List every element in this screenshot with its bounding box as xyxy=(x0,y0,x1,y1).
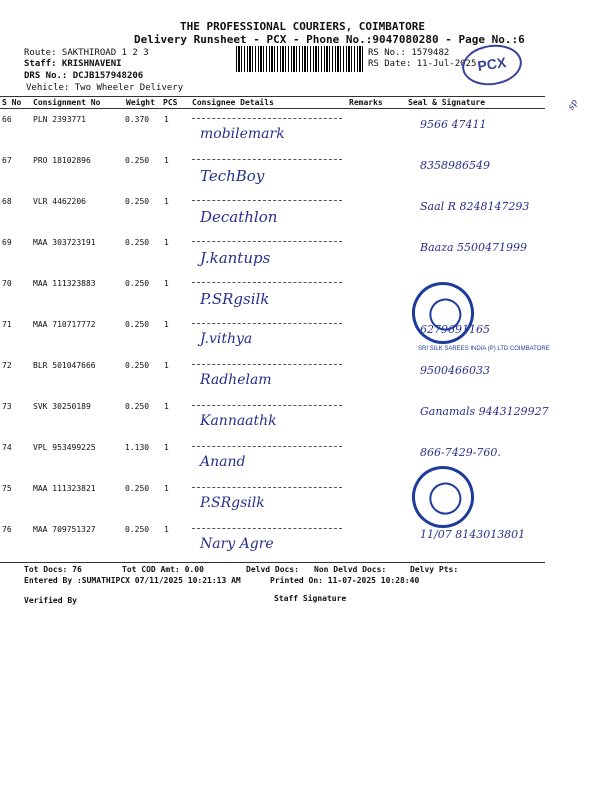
row-pcs: 1 xyxy=(164,320,169,329)
row-consignment: VPL 953499225 xyxy=(33,443,96,452)
row-pcs: 1 xyxy=(164,443,169,452)
row-pcs: 1 xyxy=(164,197,169,206)
row-sno: 72 xyxy=(2,361,12,370)
consignee-dash-line xyxy=(192,446,342,447)
consignee-handwriting: Nary Agre xyxy=(200,536,274,552)
row-consignment: MAA 303723191 xyxy=(33,238,96,247)
consignee-dash-line xyxy=(192,118,342,119)
row-sno: 73 xyxy=(2,402,12,411)
col-consignment: Consignment No xyxy=(33,98,101,107)
row-pcs: 1 xyxy=(164,484,169,493)
seal-text: SRI SILK SAREES INDIA (P) LTD COIMBATORE xyxy=(418,346,550,352)
col-seal: Seal & Signature xyxy=(408,98,486,107)
signature-handwriting: 11/07 8143013801 xyxy=(420,528,526,541)
row-weight: 0.250 xyxy=(125,484,150,493)
row-consignment: PLN 2393771 xyxy=(33,115,86,124)
barcode xyxy=(236,46,364,72)
route: Route: SAKTHIROAD 1 2 3 xyxy=(24,48,149,58)
row-consignment: SVK 30250189 xyxy=(33,402,91,411)
printed-on: Printed On: 11-07-2025 10:28:40 xyxy=(270,576,420,585)
col-sno: S No xyxy=(2,98,22,107)
consignee-handwriting: J.kantups xyxy=(200,249,271,267)
company-title: THE PROFESSIONAL COURIERS, COIMBATORE xyxy=(180,20,426,33)
delivery-pts: Delvy Pts: xyxy=(410,565,459,574)
consignee-handwriting: Kannaathk xyxy=(200,413,277,429)
row-pcs: 1 xyxy=(164,115,169,124)
row-weight: 0.250 xyxy=(125,279,150,288)
staff: Staff: KRISHNAVENI xyxy=(24,59,122,69)
row-weight: 0.250 xyxy=(125,402,150,411)
runsheet-subtitle: Delivery Runsheet - PCX - Phone No.:9047080280 - Page No.:6 xyxy=(134,33,525,46)
staff-signature: Staff Signature xyxy=(274,594,347,603)
row-pcs: 1 xyxy=(164,238,169,247)
consignee-dash-line xyxy=(192,241,342,242)
row-sno: 70 xyxy=(2,279,12,288)
consignee-dash-line xyxy=(192,405,342,406)
edge-scribble: sp xyxy=(566,98,581,112)
vehicle: Vehicle: Two Wheeler Delivery xyxy=(26,83,184,93)
consignee-handwriting: J.vithya xyxy=(200,331,253,347)
row-weight: 1.130 xyxy=(125,443,150,452)
consignee-handwriting: mobilemark xyxy=(200,126,285,142)
row-pcs: 1 xyxy=(164,156,169,165)
pcx-stamp-text: PCX xyxy=(476,54,508,74)
consignee-handwriting: Decathlon xyxy=(200,208,278,226)
consignee-dash-line xyxy=(192,159,342,160)
row-weight: 0.250 xyxy=(125,361,150,370)
consignee-dash-line xyxy=(192,282,342,283)
verified-by: Verified By xyxy=(24,596,77,605)
row-weight: 0.250 xyxy=(125,156,150,165)
total-cod: Tot COD Amt: 0.00 xyxy=(122,565,204,574)
rs-date: RS Date: 11-Jul-2025 xyxy=(368,59,477,69)
signature-handwriting: 8358986549 xyxy=(420,159,490,172)
row-pcs: 1 xyxy=(164,525,169,534)
col-pcs: PCS xyxy=(163,98,178,107)
total-docs: Tot Docs: 76 xyxy=(24,565,82,574)
row-consignment: MAA 111323883 xyxy=(33,279,96,288)
signature-handwriting: 9566 47411 xyxy=(420,118,487,131)
signature-handwriting: Ganamals 9443129927 xyxy=(420,405,549,418)
row-weight: 0.250 xyxy=(125,525,150,534)
consignee-handwriting: Radhelam xyxy=(200,372,272,388)
row-weight: 0.250 xyxy=(125,320,150,329)
delivered-docs: Delvd Docs: xyxy=(246,565,299,574)
row-consignment: MAA 111323821 xyxy=(33,484,96,493)
row-sno: 68 xyxy=(2,197,12,206)
row-consignment: VLR 4462206 xyxy=(33,197,86,206)
row-consignment: PRO 18102896 xyxy=(33,156,91,165)
row-sno: 71 xyxy=(2,320,12,329)
signature-handwriting: Saal R 8248147293 xyxy=(420,200,530,213)
row-weight: 0.250 xyxy=(125,238,150,247)
col-remarks: Remarks xyxy=(349,98,383,107)
rs-number: RS No.: 1579482 xyxy=(368,48,450,58)
row-consignment: MAA 709751327 xyxy=(33,525,96,534)
consignee-dash-line xyxy=(192,528,342,529)
row-consignment: MAA 710717772 xyxy=(33,320,96,329)
row-weight: 0.370 xyxy=(125,115,150,124)
row-weight: 0.250 xyxy=(125,197,150,206)
table-row xyxy=(0,520,600,572)
signature-handwriting: 9500466033 xyxy=(420,364,490,377)
row-sno: 67 xyxy=(2,156,12,165)
consignee-handwriting: P.SRgsilk xyxy=(200,495,265,511)
row-sno: 74 xyxy=(2,443,12,452)
row-pcs: 1 xyxy=(164,361,169,370)
row-sno: 66 xyxy=(2,115,12,124)
table-bottom-border xyxy=(0,562,545,563)
consignee-dash-line xyxy=(192,487,342,488)
signature-handwriting: 6279691165 xyxy=(420,323,490,336)
row-sno: 69 xyxy=(2,238,12,247)
row-pcs: 1 xyxy=(164,279,169,288)
table-header-border xyxy=(0,108,545,109)
col-weight: Weight xyxy=(126,98,155,107)
entered-by: Entered By :SUMATHIPCX 07/11/2025 10:21:13 AM xyxy=(24,576,241,585)
col-consignee: Consignee Details xyxy=(192,98,274,107)
row-sno: 75 xyxy=(2,484,12,493)
consignee-handwriting: P.SRgsilk xyxy=(200,290,270,308)
row-sno: 76 xyxy=(2,525,12,534)
pcx-stamp xyxy=(460,41,525,89)
consignee-handwriting: TechBoy xyxy=(200,167,265,185)
consignee-dash-line xyxy=(192,200,342,201)
drs-number: DRS No.: DCJB157948206 xyxy=(24,71,144,81)
signature-handwriting: Baaza 5500471999 xyxy=(420,241,528,254)
row-pcs: 1 xyxy=(164,402,169,411)
consignee-dash-line xyxy=(192,323,342,324)
non-delivered-docs: Non Delvd Docs: xyxy=(314,565,387,574)
consignee-dash-line xyxy=(192,364,342,365)
signature-handwriting: 866-7429-760. xyxy=(420,446,501,459)
consignee-handwriting: Anand xyxy=(200,454,246,470)
row-consignment: BLR 501047666 xyxy=(33,361,96,370)
